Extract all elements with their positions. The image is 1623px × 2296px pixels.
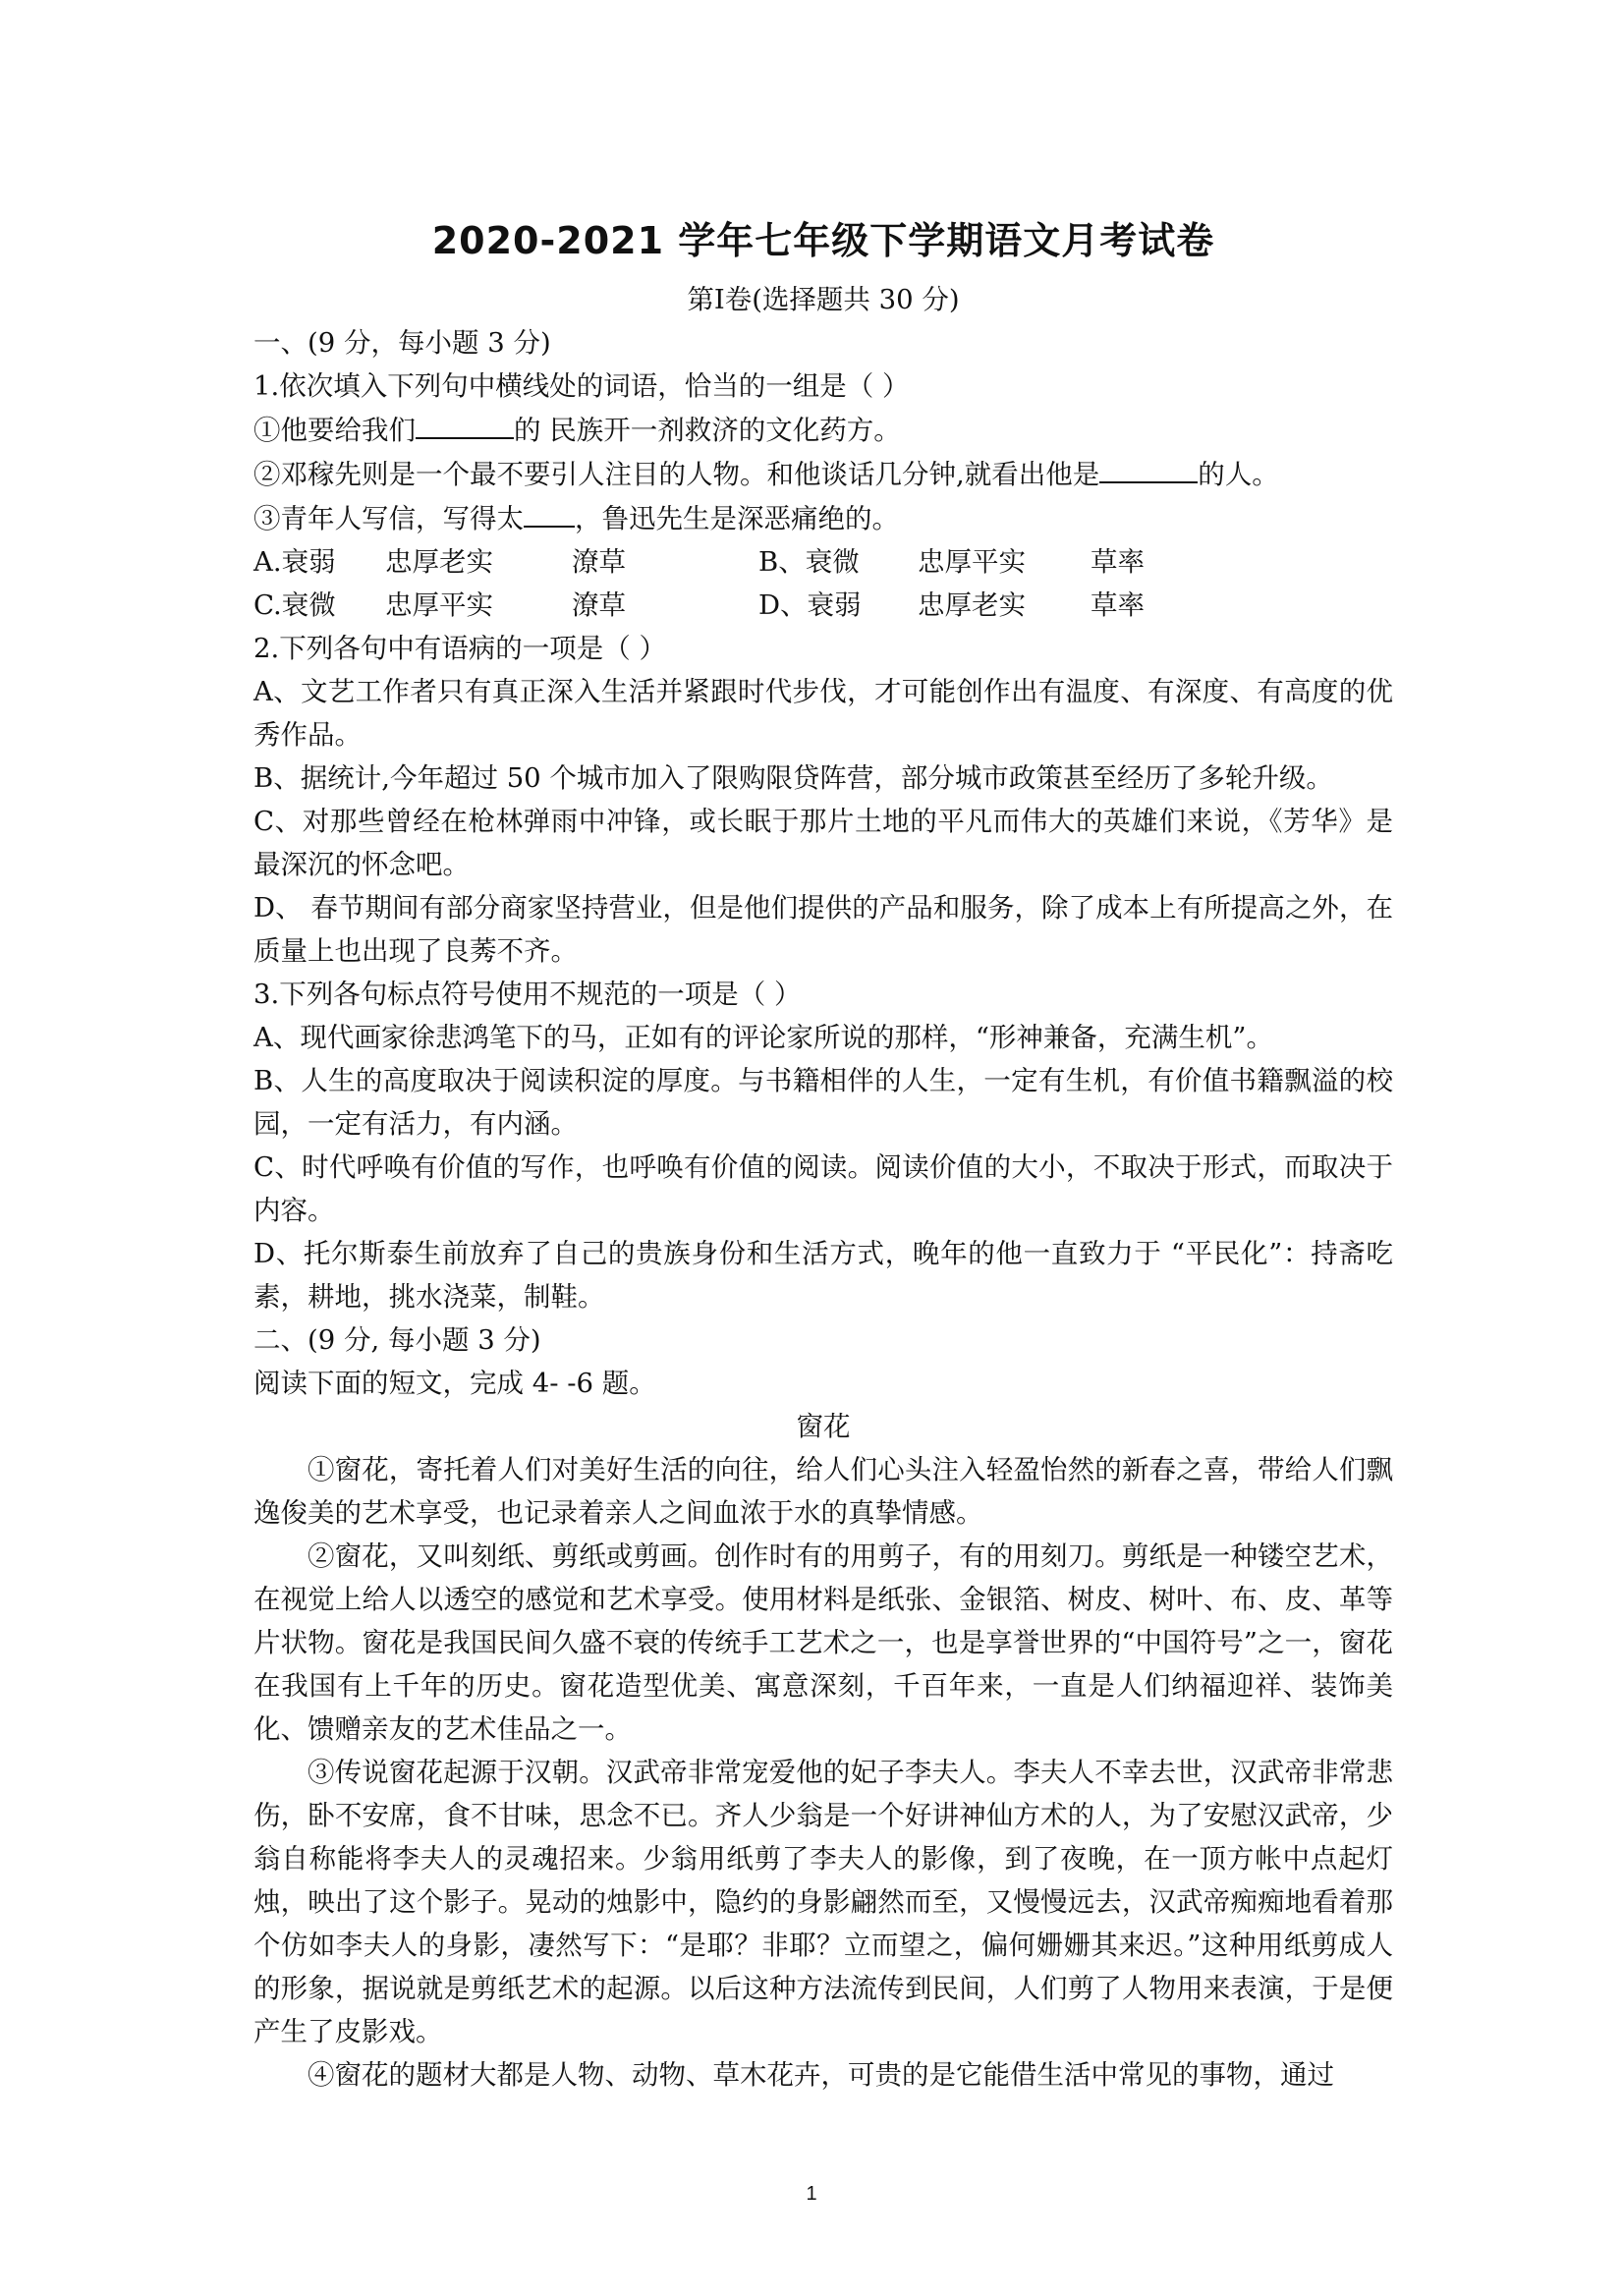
exam-page [253, 211, 1393, 2097]
fill-blank [416, 408, 514, 439]
article-paragraph-3: ③传说窗花起源于汉朝。汉武帝非常宠爱他的妃子李夫人。李夫人不幸去世，汉武帝非常悲伤，卧不安席，食不甘味，思念不已。齐人少翁是一个好讲神仙方术的人，为了安慰汉武帝，少翁自称能将李夫人的灵魂招来。少翁用纸剪了李夫人的影像，到了夜晚，在一顶方帐中点起灯烛，映出了这个影子。晃动的烛影中，隐约的身影翩然而至，又慢慢远去，汉武帝痴痴地看着那个仿如李夫人的身影，凄然写下：“是耶？非耶？立而望之，偏何姗姗其来迟。”这种用纸剪成人的形象，据说就是剪纸艺术的起源。以后这种方法流传到民间，人们剪了人物用来表演，于是便产生了皮影戏。 [253, 1757, 1393, 2047]
volume-subtitle: 第Ⅰ卷(选择题共 30 分) [687, 284, 960, 315]
option-cell: 草率 [1091, 589, 1145, 621]
option-cell: C.衰微 [253, 589, 336, 621]
q1-sentence-3: ③青年人写信，写得太 ，鲁迅先生是深恶痛绝的。 [253, 496, 1393, 540]
section1-heading: 一、(9 分，每小题 3 分) [253, 327, 551, 359]
option-cell: 忠厚平实 [918, 546, 1026, 578]
option-cell: 草率 [1091, 546, 1145, 578]
q3-option-c: C、时代呼唤有价值的写作，也呼唤有价值的阅读。阅读价值的大小，不取决于形式，而取决于内容。 [253, 1151, 1393, 1226]
q3-option-a: A、现代画家徐悲鸿笔下的马，正如有的评论家所说的那样，“形神兼备，充满生机”。 [253, 1022, 1273, 1053]
article-paragraph-2: ②窗花，又叫刻纸、剪纸或剪画。创作时有的用剪子，有的用刻刀。剪纸是一种镂空艺术，在视觉上给人以透空的感觉和艺术享受。使用材料是纸张、金银箔、树皮、树叶、布、皮、革等片状物。窗花是我国民间久盛不衰的传统手工艺术之一，也是享誉世界的“中国符号”之一，窗花在我国有上千年的历史。窗花造型优美、寓意深刻，千百年来，一直是人们纳福迎祥、装饰美化、馈赠亲友的艺术佳品之一。 [253, 1540, 1393, 1745]
option-cell: 潦草 [572, 589, 626, 621]
option-cell: A.衰弱 [253, 546, 336, 578]
q1-options-cd [253, 584, 1393, 627]
page-number: 1 [806, 2183, 817, 2205]
option-cell: 忠厚老实 [385, 546, 493, 578]
option-cell: B、衰微 [758, 546, 860, 578]
option-cell: 潦草 [572, 546, 626, 578]
fill-blank [1099, 452, 1198, 483]
q2-option-d: D、 春节期间有部分商家坚持营业，但是他们提供的产品和服务，除了成本上有所提高之外，在质量上也出现了良莠不齐。 [253, 892, 1393, 967]
article-paragraph-1: ①窗花，寄托着人们对美好生活的向往，给人们心头注入轻盈怡然的新春之喜，带给人们飘逸俊美的艺术享受，也记录着亲人之间血浓于水的真挚情感。 [253, 1454, 1393, 1529]
option-cell: 忠厚老实 [918, 589, 1026, 621]
q2-option-a: A、文艺工作者只有真正深入生活并紧跟时代步伐，才可能创作出有温度、有深度、有高度的优秀作品。 [253, 676, 1393, 751]
q1-sentence-2: ②邓稼先则是一个最不要引人注目的人物。和他谈话几分钟,就看出他是 的人。 [253, 452, 1393, 496]
section2-heading: 二、(9 分, 每小题 3 分) [253, 1324, 541, 1356]
q2-stem: 2.下列各句中有语病的一项是（ ） [253, 633, 666, 664]
article-paragraph-4: ④窗花的题材大都是人物、动物、草木花卉，可贵的是它能借生活中常见的事物，通过 [308, 2059, 1334, 2091]
q3-option-d: D、托尔斯泰生前放弃了自己的贵族身份和生活方式，晚年的他一直致力于 “平民化”：持斋吃素，耕地，挑水浇菜，制鞋。 [253, 1238, 1393, 1313]
q1-options-ab [253, 540, 1393, 584]
q1-sentence-1: ①他要给我们 的 民族开一剂救济的文化药方。 [253, 408, 1393, 452]
q3-option-b: B、人生的高度取决于阅读积淀的厚度。与书籍相伴的人生，一定有生机，有价值书籍飘溢的校园，一定有活力，有内涵。 [253, 1065, 1393, 1140]
option-cell: D、衰弱 [758, 589, 862, 621]
option-cell: 忠厚平实 [385, 589, 493, 621]
page-title: 2020-2021 学年七年级下学期语文月考试卷 [431, 219, 1215, 262]
reading-instruction: 阅读下面的短文，完成 4- -6 题。 [253, 1368, 656, 1399]
article-title: 窗花 [796, 1411, 851, 1442]
q2-option-c: C、对那些曾经在枪林弹雨中冲锋，或长眠于那片土地的平凡而伟大的英雄们来说，《芳华》是最深沉的怀念吧。 [253, 806, 1393, 880]
q2-option-b: B、据统计,今年超过 50 个城市加入了限购限贷阵营，部分城市政策甚至经历了多轮升级。 [253, 762, 1333, 794]
fill-blank [524, 496, 575, 528]
q3-stem: 3.下列各句标点符号使用不规范的一项是（ ） [253, 979, 802, 1010]
q1-stem: 1.依次填入下列句中横线处的词语，恰当的一组是（ ） [253, 370, 910, 402]
